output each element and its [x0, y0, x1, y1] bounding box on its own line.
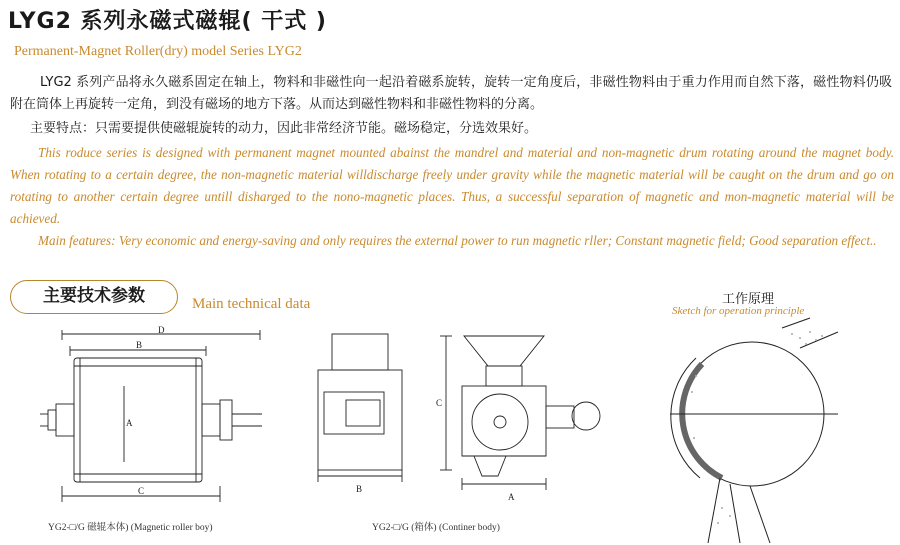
page-subtitle: Permanent-Magnet Roller(dry) model Series LYG2: [14, 44, 302, 59]
right-hub: [202, 404, 220, 436]
box-right: [462, 386, 546, 456]
label-a2: A: [508, 492, 515, 502]
description-en-2: Main features: Very economic and energy-saving and only requires the external power to run magnetic rller; Constant magnetic field; Good separation effect..: [38, 233, 877, 248]
description-cn-1: LYG2 系列产品将永久磁系固定在轴上，物料和非磁性向一起沿着磁系旋转，旋转一定角度后，非磁性物料由于重力作用而自然下落，磁性物料仍吸附在筒体上再旋转一定角，到没有磁场的地方下落。从而达到磁性物料和非磁性物料的分离。: [10, 75, 892, 112]
description-en-1: This roduce series is designed with permanent magnet mounted abainst the mandrel and material and non-magnetic drum rotating around the magnet body. When rotating to a certain degree, the non-magnetic material willdischarge freely under gravity while the magnetic material will be caught on the drum and go on rotating to another certain degree untill disharged to the nono-magnetic places. Thus, a successful separation of magnetic and mon-magnetic material will be achieved.: [10, 145, 894, 226]
label-d: D: [158, 325, 165, 335]
container-body-diagram: [296, 326, 626, 506]
feed-hopper-left: [332, 334, 388, 370]
page-title: LYG2 系列永磁式磁辊( 干式 ): [8, 9, 327, 34]
roller-body-diagram: [40, 326, 280, 516]
label-b: B: [136, 340, 143, 350]
roller-circle: [472, 394, 528, 450]
feed-hopper-right: [464, 336, 544, 366]
left-hub: [56, 404, 74, 436]
container-caption: YG2-□/G (箱体) (Continer body): [372, 523, 500, 533]
label-c: C: [138, 486, 145, 496]
principle-title: 工作原理: [722, 292, 775, 307]
magnet-arc: [682, 364, 722, 478]
box-left: [318, 370, 402, 470]
principle-sketch: [660, 318, 850, 543]
drum-body: [74, 358, 202, 482]
section-label-en: Main technical data: [192, 296, 311, 312]
section-label: 主要技术参数: [10, 280, 178, 314]
label-b2: B: [356, 484, 363, 494]
description-cn-2: 主要特点：只需要提供使磁辊旋转的动力，因此非常经济节能。磁场稳定，分选效果好。: [30, 121, 538, 136]
material-particles: [691, 331, 823, 524]
label-a: A: [126, 418, 133, 428]
motor: [572, 402, 600, 430]
label-c2: C: [436, 398, 443, 408]
roller-caption: YG2-□/G 磁辊本体) (Magnetic roller boy): [48, 523, 213, 533]
principle-subtitle: Sketch for operation principle: [672, 305, 805, 317]
